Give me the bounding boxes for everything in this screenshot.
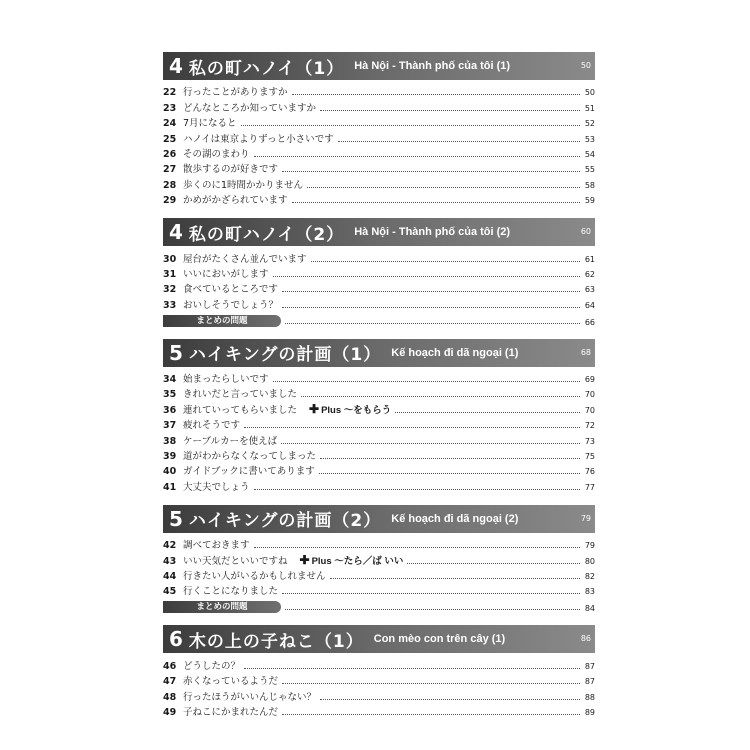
lesson-number: 24 bbox=[163, 118, 177, 130]
dot-leader bbox=[285, 609, 580, 610]
lesson-number: 37 bbox=[163, 420, 177, 432]
dot-leader bbox=[301, 396, 580, 397]
lesson-entry[interactable] bbox=[163, 160, 595, 175]
lesson-entry[interactable] bbox=[163, 687, 595, 702]
dot-leader bbox=[285, 323, 580, 324]
lesson-page-number: 70 bbox=[584, 390, 595, 400]
section-number: 4 bbox=[169, 54, 183, 78]
toc-section bbox=[163, 339, 595, 493]
lesson-page-number: 63 bbox=[584, 285, 595, 295]
lesson-entry[interactable] bbox=[163, 672, 595, 687]
lesson-entry[interactable] bbox=[163, 462, 595, 477]
lesson-entry[interactable] bbox=[163, 447, 595, 462]
section-title: ハイキングの計画（1） bbox=[188, 345, 382, 366]
lesson-title: 食べているところです bbox=[183, 284, 278, 296]
lesson-entry[interactable] bbox=[163, 416, 595, 431]
dot-leader bbox=[311, 261, 580, 262]
lesson-page-number: 53 bbox=[584, 134, 595, 144]
lesson-title: 大丈夫でしょう bbox=[183, 481, 250, 493]
lesson-number: 47 bbox=[163, 676, 177, 688]
dot-leader bbox=[254, 156, 580, 157]
dot-leader bbox=[307, 187, 580, 188]
lesson-title: おいしそうでしょう？ bbox=[183, 299, 279, 311]
dot-leader bbox=[320, 110, 580, 111]
review-entry[interactable] bbox=[163, 598, 595, 613]
lesson-title: その湖のまわり bbox=[183, 148, 250, 160]
lesson-page-number: 87 bbox=[584, 677, 595, 687]
lesson-title: ケーブルカーを使えば bbox=[183, 435, 278, 447]
plus-note-text: Plus ～をもらう bbox=[321, 404, 392, 416]
dot-leader bbox=[282, 307, 580, 308]
lesson-entry[interactable] bbox=[163, 145, 595, 160]
dot-leader bbox=[241, 125, 580, 126]
lesson-entry[interactable] bbox=[163, 431, 595, 446]
section-header[interactable] bbox=[163, 625, 595, 653]
lesson-page-number: 51 bbox=[584, 103, 595, 113]
dot-leader bbox=[395, 412, 580, 413]
lesson-number: 27 bbox=[163, 164, 177, 176]
lesson-number: 42 bbox=[163, 540, 177, 552]
lesson-entry[interactable] bbox=[163, 98, 595, 113]
lesson-number: 45 bbox=[163, 586, 177, 598]
lesson-entry[interactable] bbox=[163, 129, 595, 144]
dot-leader bbox=[281, 443, 580, 444]
dot-leader bbox=[254, 489, 580, 490]
lesson-entry[interactable] bbox=[163, 83, 595, 98]
lesson-page-number: 73 bbox=[584, 436, 595, 446]
dot-leader bbox=[273, 381, 580, 382]
lesson-number: 48 bbox=[163, 691, 177, 703]
lesson-entry[interactable] bbox=[163, 551, 595, 566]
lesson-title: 7月になると bbox=[183, 118, 237, 130]
section-subtitle: Hà Nội - Thành phố của tôi (2) bbox=[354, 226, 511, 239]
plus-note bbox=[309, 401, 392, 416]
lesson-entry[interactable] bbox=[163, 295, 595, 310]
lesson-page-number: 70 bbox=[584, 405, 595, 415]
section-number: 5 bbox=[169, 506, 183, 531]
dot-leader bbox=[282, 593, 580, 594]
dot-leader bbox=[244, 668, 580, 669]
lesson-number: 38 bbox=[163, 435, 177, 447]
section-page-number: 68 bbox=[580, 347, 591, 357]
lesson-title: 疲れそうです bbox=[183, 420, 241, 432]
toc-section bbox=[163, 218, 595, 327]
lesson-page-number: 89 bbox=[584, 707, 595, 717]
lesson-list bbox=[163, 80, 595, 206]
lesson-page-number: 87 bbox=[584, 661, 595, 671]
lesson-number: 31 bbox=[163, 268, 177, 280]
lesson-page-number: 82 bbox=[584, 571, 595, 581]
dot-leader bbox=[273, 276, 580, 277]
lesson-page-number: 80 bbox=[584, 556, 595, 566]
section-page-number: 86 bbox=[580, 634, 591, 644]
section-subtitle: Con mèo con trên cây (1) bbox=[373, 633, 506, 646]
lesson-title: 赤くなっているようだ bbox=[183, 676, 279, 688]
section-subtitle: Kế hoạch đi dã ngoại (2) bbox=[391, 512, 519, 525]
dot-leader bbox=[282, 291, 580, 292]
lesson-title: どうしたの？ bbox=[183, 660, 241, 672]
dot-leader bbox=[282, 714, 580, 715]
dot-leader bbox=[282, 171, 580, 172]
lesson-page-number: 52 bbox=[584, 119, 595, 129]
lesson-entry[interactable] bbox=[163, 191, 595, 206]
lesson-number: 35 bbox=[163, 389, 177, 401]
lesson-number: 23 bbox=[163, 102, 177, 114]
section-header[interactable] bbox=[163, 52, 595, 80]
dot-leader bbox=[320, 458, 580, 459]
dot-leader bbox=[319, 473, 580, 474]
lesson-title: 子ねこにかまれたんだ bbox=[183, 706, 279, 718]
lesson-page-number: 62 bbox=[584, 269, 595, 279]
lesson-title: いいにおいがします bbox=[183, 268, 269, 280]
lesson-number: 49 bbox=[163, 706, 177, 718]
lesson-entry[interactable] bbox=[163, 385, 595, 400]
lesson-entry[interactable] bbox=[163, 477, 595, 492]
plus-note bbox=[299, 552, 404, 567]
lesson-title: 散歩するのが好きです bbox=[183, 164, 279, 176]
lesson-page-number: 79 bbox=[584, 541, 595, 551]
lesson-number: 26 bbox=[163, 148, 177, 160]
lesson-number: 46 bbox=[163, 660, 177, 672]
lesson-number: 33 bbox=[163, 299, 177, 311]
section-page-number: 60 bbox=[580, 227, 591, 237]
dot-leader bbox=[407, 563, 580, 564]
lesson-list bbox=[163, 246, 595, 327]
section-title: 木の上の子ねこ（1） bbox=[188, 631, 364, 652]
lesson-list bbox=[163, 653, 595, 718]
plus-note-text: Plus ～たら／ば いい bbox=[311, 555, 404, 567]
lesson-list bbox=[163, 533, 595, 614]
section-subtitle: Kế hoạch đi dã ngoại (1) bbox=[391, 346, 519, 359]
lesson-number: 36 bbox=[163, 404, 177, 416]
lesson-title: ハノイは東京よりずっと小さいです bbox=[183, 133, 334, 145]
toc-section bbox=[163, 625, 595, 718]
lesson-page-number: 83 bbox=[584, 587, 595, 597]
review-page-number: 84 bbox=[584, 604, 595, 614]
lesson-title: 行ったことがありますか bbox=[183, 87, 288, 99]
lesson-entry[interactable] bbox=[163, 175, 595, 190]
dot-leader bbox=[320, 699, 580, 700]
lesson-title: 行ったほうがいいんじゃない？ bbox=[183, 691, 317, 703]
lesson-title: きれいだと言っていました bbox=[183, 389, 298, 401]
lesson-number: 34 bbox=[163, 374, 177, 386]
lesson-page-number: 54 bbox=[584, 149, 595, 159]
lesson-entry[interactable] bbox=[163, 114, 595, 129]
lesson-list bbox=[163, 367, 595, 493]
lesson-title: 行きたい人がいるかもしれません bbox=[183, 570, 326, 582]
lesson-entry[interactable] bbox=[163, 536, 595, 551]
section-number: 5 bbox=[169, 340, 183, 365]
dot-leader bbox=[254, 547, 580, 548]
review-page-number: 66 bbox=[584, 317, 595, 327]
lesson-page-number: 88 bbox=[584, 692, 595, 702]
dot-leader bbox=[282, 683, 580, 684]
lesson-entry[interactable] bbox=[163, 656, 595, 671]
section-page-number: 50 bbox=[580, 61, 591, 70]
section-number: 6 bbox=[169, 627, 183, 652]
lesson-title: 連れていってもらいました bbox=[183, 404, 298, 416]
lesson-title: いい天気だといいですね bbox=[183, 555, 288, 567]
lesson-number: 40 bbox=[163, 466, 177, 478]
lesson-title: 調べておきます bbox=[183, 540, 250, 552]
lesson-number: 25 bbox=[163, 133, 177, 145]
lesson-page-number: 64 bbox=[584, 300, 595, 310]
review-label: まとめの問題 bbox=[163, 601, 281, 613]
lesson-page-number: 75 bbox=[584, 452, 595, 462]
lesson-title: 道がわからなくなってしまった bbox=[183, 451, 317, 463]
lesson-number: 28 bbox=[163, 179, 177, 191]
lesson-title: 行くことになりました bbox=[183, 586, 279, 598]
section-header[interactable] bbox=[163, 339, 595, 367]
lesson-number: 41 bbox=[163, 481, 177, 493]
lesson-number: 29 bbox=[163, 195, 177, 207]
review-label: まとめの問題 bbox=[163, 315, 281, 327]
section-number: 4 bbox=[169, 220, 183, 245]
lesson-page-number: 55 bbox=[584, 165, 595, 175]
section-title: ハイキングの計画（2） bbox=[188, 511, 382, 532]
plus-icon: ✚ bbox=[299, 552, 310, 567]
lesson-entry[interactable] bbox=[163, 400, 595, 415]
dot-leader bbox=[338, 141, 580, 142]
lesson-entry[interactable] bbox=[163, 249, 595, 264]
lesson-page-number: 72 bbox=[584, 421, 595, 431]
lesson-number: 32 bbox=[163, 284, 177, 296]
lesson-number: 43 bbox=[163, 555, 177, 567]
toc-section bbox=[163, 52, 595, 206]
lesson-title: ガイドブックに書いてあります bbox=[183, 466, 315, 478]
section-title: 私の町ハノイ（1） bbox=[188, 58, 345, 79]
section-title: 私の町ハノイ（2） bbox=[188, 224, 345, 245]
lesson-entry[interactable] bbox=[163, 567, 595, 582]
lesson-title: 歩くのに1時間かかりません bbox=[183, 179, 304, 191]
table-of-contents bbox=[163, 52, 595, 730]
lesson-entry[interactable] bbox=[163, 703, 595, 718]
lesson-page-number: 59 bbox=[584, 196, 595, 206]
dot-leader bbox=[244, 427, 580, 428]
lesson-entry[interactable] bbox=[163, 582, 595, 597]
lesson-page-number: 61 bbox=[584, 254, 595, 264]
dot-leader bbox=[330, 578, 580, 579]
lesson-number: 22 bbox=[163, 87, 177, 99]
lesson-page-number: 58 bbox=[584, 180, 595, 190]
lesson-page-number: 76 bbox=[584, 467, 595, 477]
lesson-title: どんなところか知っていますか bbox=[183, 102, 317, 114]
lesson-entry[interactable] bbox=[163, 370, 595, 385]
dot-leader bbox=[292, 94, 580, 95]
section-header[interactable] bbox=[163, 218, 595, 246]
lesson-entry[interactable] bbox=[163, 280, 595, 295]
lesson-page-number: 77 bbox=[584, 482, 595, 492]
toc-section bbox=[163, 505, 595, 614]
section-header[interactable] bbox=[163, 505, 595, 533]
lesson-entry[interactable] bbox=[163, 265, 595, 280]
lesson-number: 30 bbox=[163, 253, 177, 265]
plus-icon: ✚ bbox=[309, 401, 320, 416]
lesson-page-number: 69 bbox=[584, 375, 595, 385]
dot-leader bbox=[292, 202, 580, 203]
lesson-page-number: 50 bbox=[584, 88, 595, 98]
section-page-number: 79 bbox=[580, 513, 591, 523]
lesson-title: 屋台がたくさん並んでいます bbox=[183, 253, 307, 265]
lesson-title: かめがかざられています bbox=[183, 195, 288, 207]
review-entry[interactable] bbox=[163, 312, 595, 327]
lesson-number: 39 bbox=[163, 451, 177, 463]
lesson-title: 始まったらしいです bbox=[183, 374, 269, 386]
section-subtitle: Hà Nội - Thành phố của tôi (1) bbox=[354, 60, 511, 72]
lesson-number: 44 bbox=[163, 570, 177, 582]
